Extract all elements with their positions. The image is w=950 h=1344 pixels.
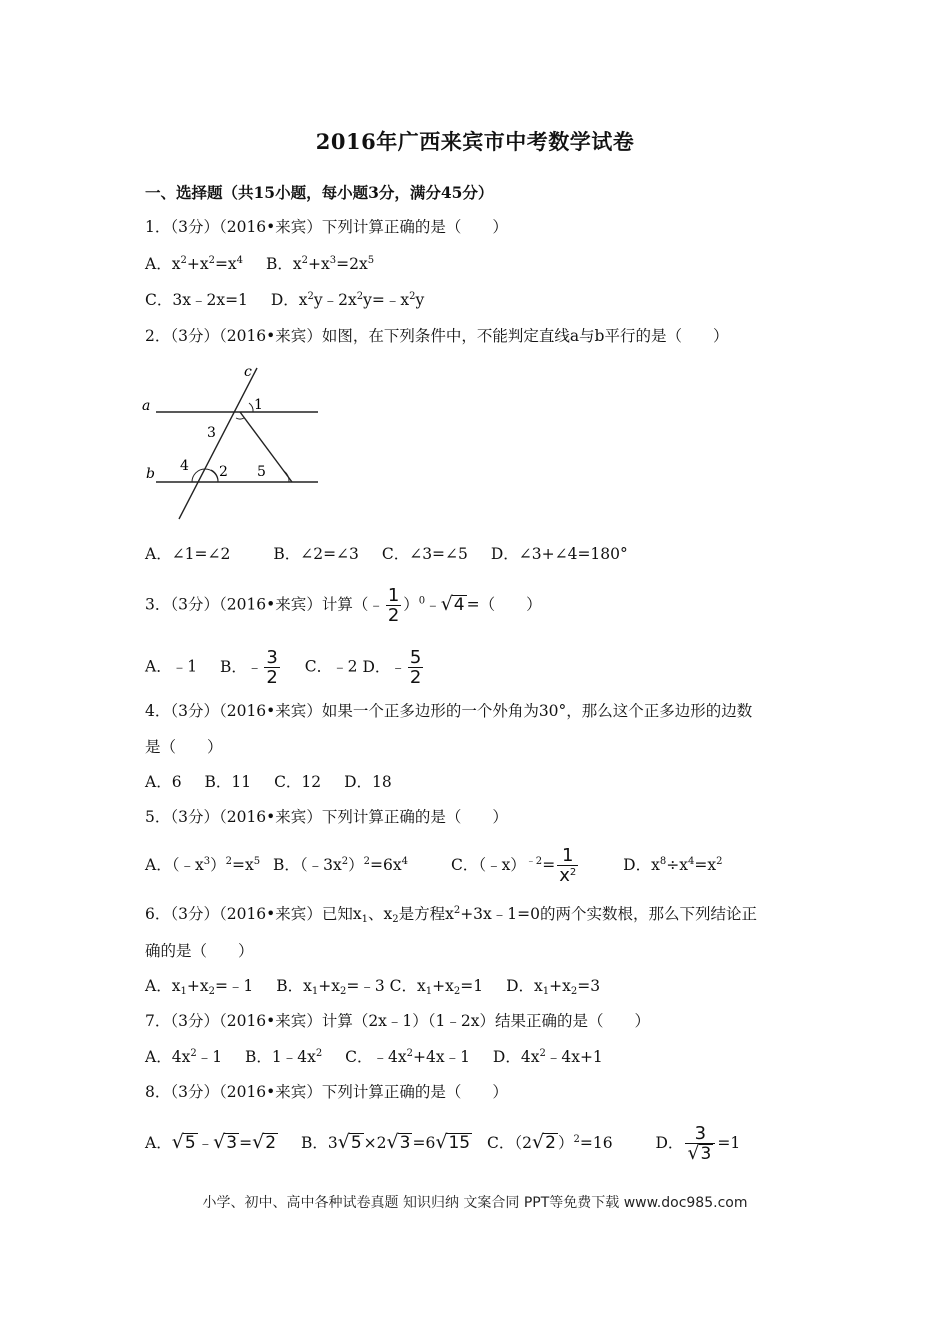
footer-text: 小学、初中、高中各种试卷真题 知识归纳 文案合同 PPT等免费下载 www.doc985.com (202, 1195, 748, 1211)
q6-stem: 6．（3分）（2016•来宾）已知$x_1$、$x_2$是方程$x^2+3x﹣1=0$的两个实数根，那么下列结论正 (145, 905, 757, 925)
q1-option-a: A．$x^2+x^2=x^4$ (145, 255, 244, 273)
label-b: b (146, 466, 155, 482)
q6-option-b: B．$x_1+x_2=﹣3$ (276, 977, 385, 997)
q3-options (145, 648, 425, 687)
q1-option-b: B．$x^2+x^3=2x^5$ (265, 255, 375, 273)
q5-option-c: C．（﹣x）$^{﹣2}$= $\frac{1}{x^2}$ (450, 845, 577, 886)
q4-option-b: B．11 (204, 773, 252, 791)
q2-option-c: C．∠3=∠5 (381, 545, 468, 563)
q2-stem: 2．（3分）（2016•来宾）如图，在下列条件中，不能判定直线a与b平行的是（ ） (145, 327, 729, 345)
q1-option-c: C．3x﹣2x=1 (145, 291, 248, 309)
q8-options (145, 1124, 740, 1164)
q8-option-c: C．（2√2 ）$^2$=16 (487, 1131, 613, 1153)
q6-option-d: D．$x_1+x_2=3$ (506, 977, 601, 997)
angle-1-arc (249, 403, 253, 412)
q1-options-cd (145, 290, 424, 310)
q8-option-a: A．√5 ﹣√3 =√2 (145, 1131, 277, 1153)
q7-option-a: A．$4x^2﹣1$ (145, 1048, 223, 1066)
q5-option-b: B．$(﹣3x^2)^2=6x^4$ (273, 855, 408, 874)
q6-option-c: C．$x_1+x_2=1$ (389, 977, 484, 997)
q8-option-d: D． $\frac{3}{√3}$ =1 (655, 1123, 741, 1164)
q4-stem-cont: 是（ ） (145, 738, 223, 756)
q5-option-d: D．$x^8\div x^4=x^2$ (623, 855, 723, 874)
q3-option-c: C．﹣2 (304, 657, 358, 676)
q3-stem: 3．（3分）（2016•来宾）计算（﹣ $\frac{1}{2}$ ）$^0$﹣√4 =（ ） (145, 585, 542, 626)
sqrt-4: √4 (440, 592, 465, 615)
q1-stem: 1．（3分）（2016•来宾）下列计算正确的是（ ） (145, 218, 508, 236)
angle-3-arc (236, 418, 244, 419)
q5-stem: 5．（3分）（2016•来宾）下列计算正确的是（ ） (145, 808, 508, 826)
q1-option-d: D．$x^2y﹣2x^2y=﹣x^2y$ (270, 291, 425, 309)
q2-option-b: B．∠2=∠3 (273, 545, 359, 563)
q4-option-a: A．6 (145, 773, 182, 791)
q7-stem: 7．（3分）（2016•来宾）计算（2x﹣1）（1﹣2x）结果正确的是（ ） (145, 1012, 650, 1030)
label-a: a (142, 398, 151, 414)
label-4: 4 (180, 458, 189, 474)
fraction-one-half: $\frac{1}{2}$ (387, 585, 400, 626)
q8-option-b: B．3√5 ×2√3 =6√15 (300, 1131, 471, 1153)
q1-options-ab (145, 254, 374, 274)
line-c (179, 368, 257, 519)
section-heading: 一、选择题（共15小题，每小题3分，满分45分） (145, 183, 494, 202)
q2-option-d: D．∠3+∠4=180° (490, 545, 628, 563)
q5-option-a: A．$(﹣x^3)^2=x^5$ (145, 855, 261, 874)
q7-option-d: D．$4x^2﹣4x+1$ (492, 1048, 603, 1066)
parallel-lines-figure (136, 362, 326, 524)
q7-options (145, 1047, 603, 1067)
label-2: 2 (219, 464, 228, 480)
q4-option-c: C．12 (274, 773, 322, 791)
page-title: 2016年广西来宾市中考数学试卷 (315, 129, 635, 154)
q3-option-d: D．﹣ $\frac{5}{2}$ (362, 647, 422, 688)
q3-option-b: B．﹣ $\frac{3}{2}$ (220, 647, 278, 688)
label-3: 3 (207, 425, 216, 441)
label-1: 1 (254, 397, 263, 413)
q4-stem: 4．（3分）（2016•来宾）如果一个正多边形的一个外角为30°，那么这个正多边形的边数 (145, 702, 753, 720)
q6-option-a: A．$x_1+x_2=﹣1$ (145, 977, 254, 997)
q5-options (145, 846, 722, 885)
q3-option-a: A．﹣1 (145, 657, 198, 676)
angle-2-arc (211, 470, 218, 482)
q4-options (145, 772, 392, 792)
label-c: c (244, 364, 252, 380)
q4-option-d: D．18 (344, 773, 392, 791)
q2-options (145, 544, 628, 564)
q6-stem-cont: 确的是（ ） (145, 942, 254, 960)
q6-options (145, 976, 600, 996)
q8-stem: 8．（3分）（2016•来宾）下列计算正确的是（ ） (145, 1083, 508, 1101)
q7-option-b: B．$1﹣4x^2$ (245, 1048, 323, 1066)
q7-option-c: C．$﹣4x^2+4x﹣1$ (345, 1048, 470, 1066)
q2-option-a: A．∠1=∠2 (145, 545, 231, 563)
label-5: 5 (257, 464, 266, 480)
angle-4-arc (192, 469, 218, 482)
